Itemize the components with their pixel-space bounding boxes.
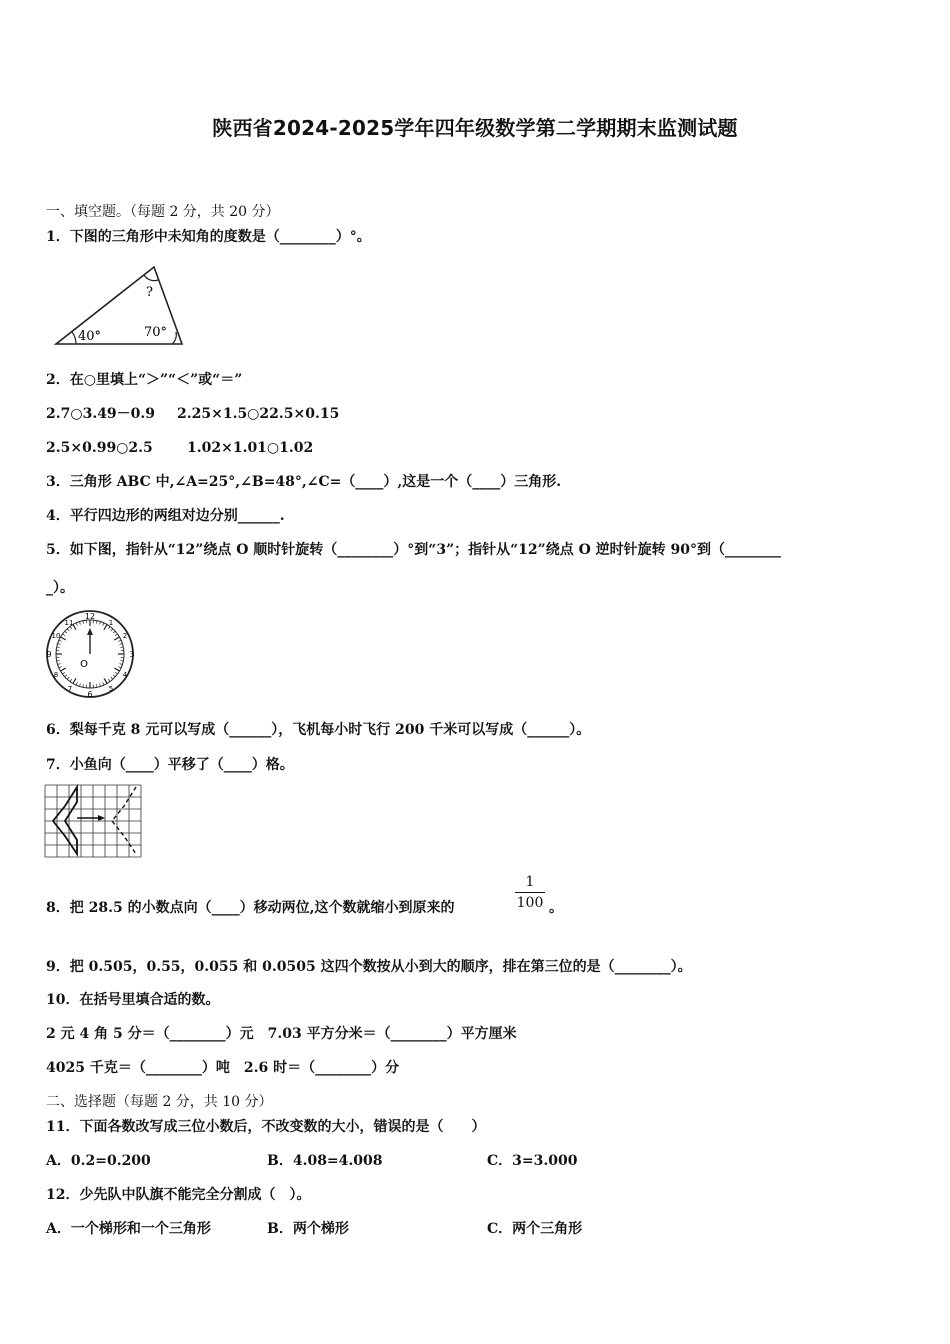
question-2: 2．在○里填上“＞”“＜”或“＝” — [46, 372, 243, 388]
question-7: 7．小鱼向（____）平移了（____）格。 — [46, 757, 294, 773]
clock-tick — [114, 637, 119, 640]
clock-tick — [100, 683, 101, 686]
clock-number-1: 1 — [108, 619, 114, 627]
question-11-option-a: A．0.2=0.200 — [46, 1153, 151, 1169]
clock-tick — [58, 664, 61, 665]
angle-arc-right — [172, 332, 176, 344]
clock-tick — [104, 625, 107, 630]
question-4: 4．平行四边形的两组对边分别______. — [46, 508, 285, 524]
clock-number-2: 2 — [122, 632, 128, 640]
clock-tick — [100, 622, 101, 625]
angle-label-unknown: ? — [146, 285, 153, 300]
question-2-row-2a: 2.5×0.99○2.5 — [46, 440, 153, 456]
clock-tick — [96, 684, 97, 687]
clock-tick — [61, 668, 66, 671]
question-8-end: 。 — [549, 900, 563, 916]
clock-tick — [65, 675, 67, 677]
clock-number-3: 3 — [129, 650, 135, 659]
clock-number-8: 8 — [53, 671, 59, 679]
clock-tick — [70, 679, 72, 681]
clock-tick — [115, 634, 117, 636]
clock-tick — [62, 634, 64, 636]
question-11-option-c: C．3=3.000 — [487, 1153, 578, 1169]
question-11-option-b: B．4.08=4.008 — [267, 1153, 383, 1169]
fish-grid-figure — [44, 784, 142, 861]
clock-tick — [115, 672, 117, 674]
question-12-option-c: C．两个三角形 — [487, 1221, 583, 1237]
clock-figure — [44, 608, 138, 700]
question-6: 6．梨每千克 8 元可以写成（______），飞机每小时飞行 200 千米可以写成（______）。 — [46, 722, 591, 738]
question-12-option-b: B．两个梯形 — [267, 1221, 349, 1237]
clock-tick — [113, 675, 115, 677]
clock-tick — [76, 623, 77, 626]
clock-number-11: 11 — [64, 619, 74, 627]
page-title: 陕西省2024-2025学年四年级数学第二学期期末监测试题 — [212, 116, 738, 140]
question-10-row-1: 2 元 4 角 5 分＝（________）元 7.03 平方分米＝（________）平方厘米 — [46, 1026, 517, 1042]
question-2-row-1b: 2.25×1.5○22.5×0.15 — [177, 406, 340, 422]
question-8 — [46, 898, 454, 918]
clock-tick — [120, 660, 123, 661]
clock-tick — [57, 660, 60, 661]
clock-tick — [57, 647, 60, 648]
clock-tick — [114, 668, 119, 671]
question-12: 12．少先队中队旗不能完全分割成（ ）。 — [46, 1187, 311, 1203]
clock-tick — [73, 678, 76, 683]
clock-number-4: 4 — [122, 671, 128, 679]
fraction-bar — [515, 892, 545, 893]
clock-number-6: 6 — [87, 690, 93, 699]
clock-tick — [67, 677, 69, 679]
grid-lines — [45, 785, 141, 857]
clock-tick — [59, 640, 62, 641]
clock-tick — [83, 621, 84, 624]
triangle-figure — [50, 262, 190, 350]
clock-tick — [58, 643, 61, 644]
clock-tick — [103, 682, 104, 685]
clock-tick — [79, 683, 80, 686]
clock-tick — [120, 647, 123, 648]
angle-arc-left — [72, 332, 76, 344]
clock-tick — [67, 629, 69, 631]
question-3: 3．三角形 ABC 中,∠A=25°,∠B=48°,∠C=（____）,这是一个（____）三角形. — [46, 474, 562, 490]
clock-tick — [61, 637, 66, 640]
clock-tick — [118, 667, 121, 668]
question-10-row-2: 4025 千克＝（________）吨 2.6 时＝（________）分 — [46, 1060, 400, 1076]
clock-tick — [83, 684, 84, 687]
question-10: 10．在括号里填合适的数。 — [46, 992, 220, 1008]
clock-tick — [103, 623, 104, 626]
question-2-row-1a: 2.7○3.49－0.9 — [46, 406, 156, 422]
section-1-heading: 一、填空题。（每题 2 分，共 20 分） — [46, 204, 280, 220]
clock-tick — [111, 629, 113, 631]
clock-tick — [59, 667, 62, 668]
clock-tick — [119, 643, 122, 644]
clock-number-12: 12 — [84, 612, 96, 621]
angle-label-40: 40° — [78, 329, 102, 344]
fraction-denominator: 100 — [516, 895, 544, 911]
fraction-numerator: 1 — [525, 874, 535, 890]
clock-tick — [65, 631, 67, 633]
clock-tick — [76, 682, 77, 685]
clock-tick — [108, 679, 110, 681]
clock-number-10: 10 — [51, 632, 61, 640]
clock-center-label: O — [80, 659, 88, 670]
clock-tick — [113, 631, 115, 633]
clock-tick — [96, 621, 97, 624]
angle-label-70: 70° — [144, 325, 168, 340]
clock-tick — [119, 664, 122, 665]
clock-number-5: 5 — [108, 685, 114, 693]
clock-tick — [79, 622, 80, 625]
question-2-row-2b: 1.02×1.01○1.02 — [187, 440, 314, 456]
angle-arc-top — [144, 275, 158, 281]
question-1: 1．下图的三角形中未知角的度数是（________）°。 — [46, 229, 371, 245]
question-12-option-a: A．一个梯形和一个三角形 — [46, 1221, 211, 1237]
question-11: 11．下面各数改写成三位小数后，不改变数的大小，错误的是（ ） — [46, 1119, 486, 1135]
question-5: 5．如下图，指针从“12”绕点 O 顺时针旋转（________）°到“3”；指针从“12”绕点 O 逆时针旋转 90°到（________ — [46, 542, 782, 558]
fraction-one-hundredth — [513, 873, 547, 912]
arrow-right-icon — [98, 815, 105, 821]
clock-number-7: 7 — [67, 685, 73, 693]
clock-tick — [104, 678, 107, 683]
clock-number-9: 9 — [46, 650, 52, 659]
clock-tick — [62, 672, 64, 674]
clock-hand-arrow-icon — [87, 628, 93, 635]
question-8-text: 8．把 28.5 的小数点向（____）移动两位,这个数就缩小到原来的 — [46, 900, 455, 916]
question-9: 9．把 0.505，0.55，0.055 和 0.0505 这四个数按从小到大的顺序，排在第三位的是（________）。 — [46, 959, 692, 975]
clock-tick — [118, 640, 121, 641]
clock-tick — [111, 677, 113, 679]
question-5-continued: _）。 — [46, 580, 74, 596]
section-2-heading: 二、选择题（每题 2 分，共 10 分） — [46, 1094, 273, 1110]
